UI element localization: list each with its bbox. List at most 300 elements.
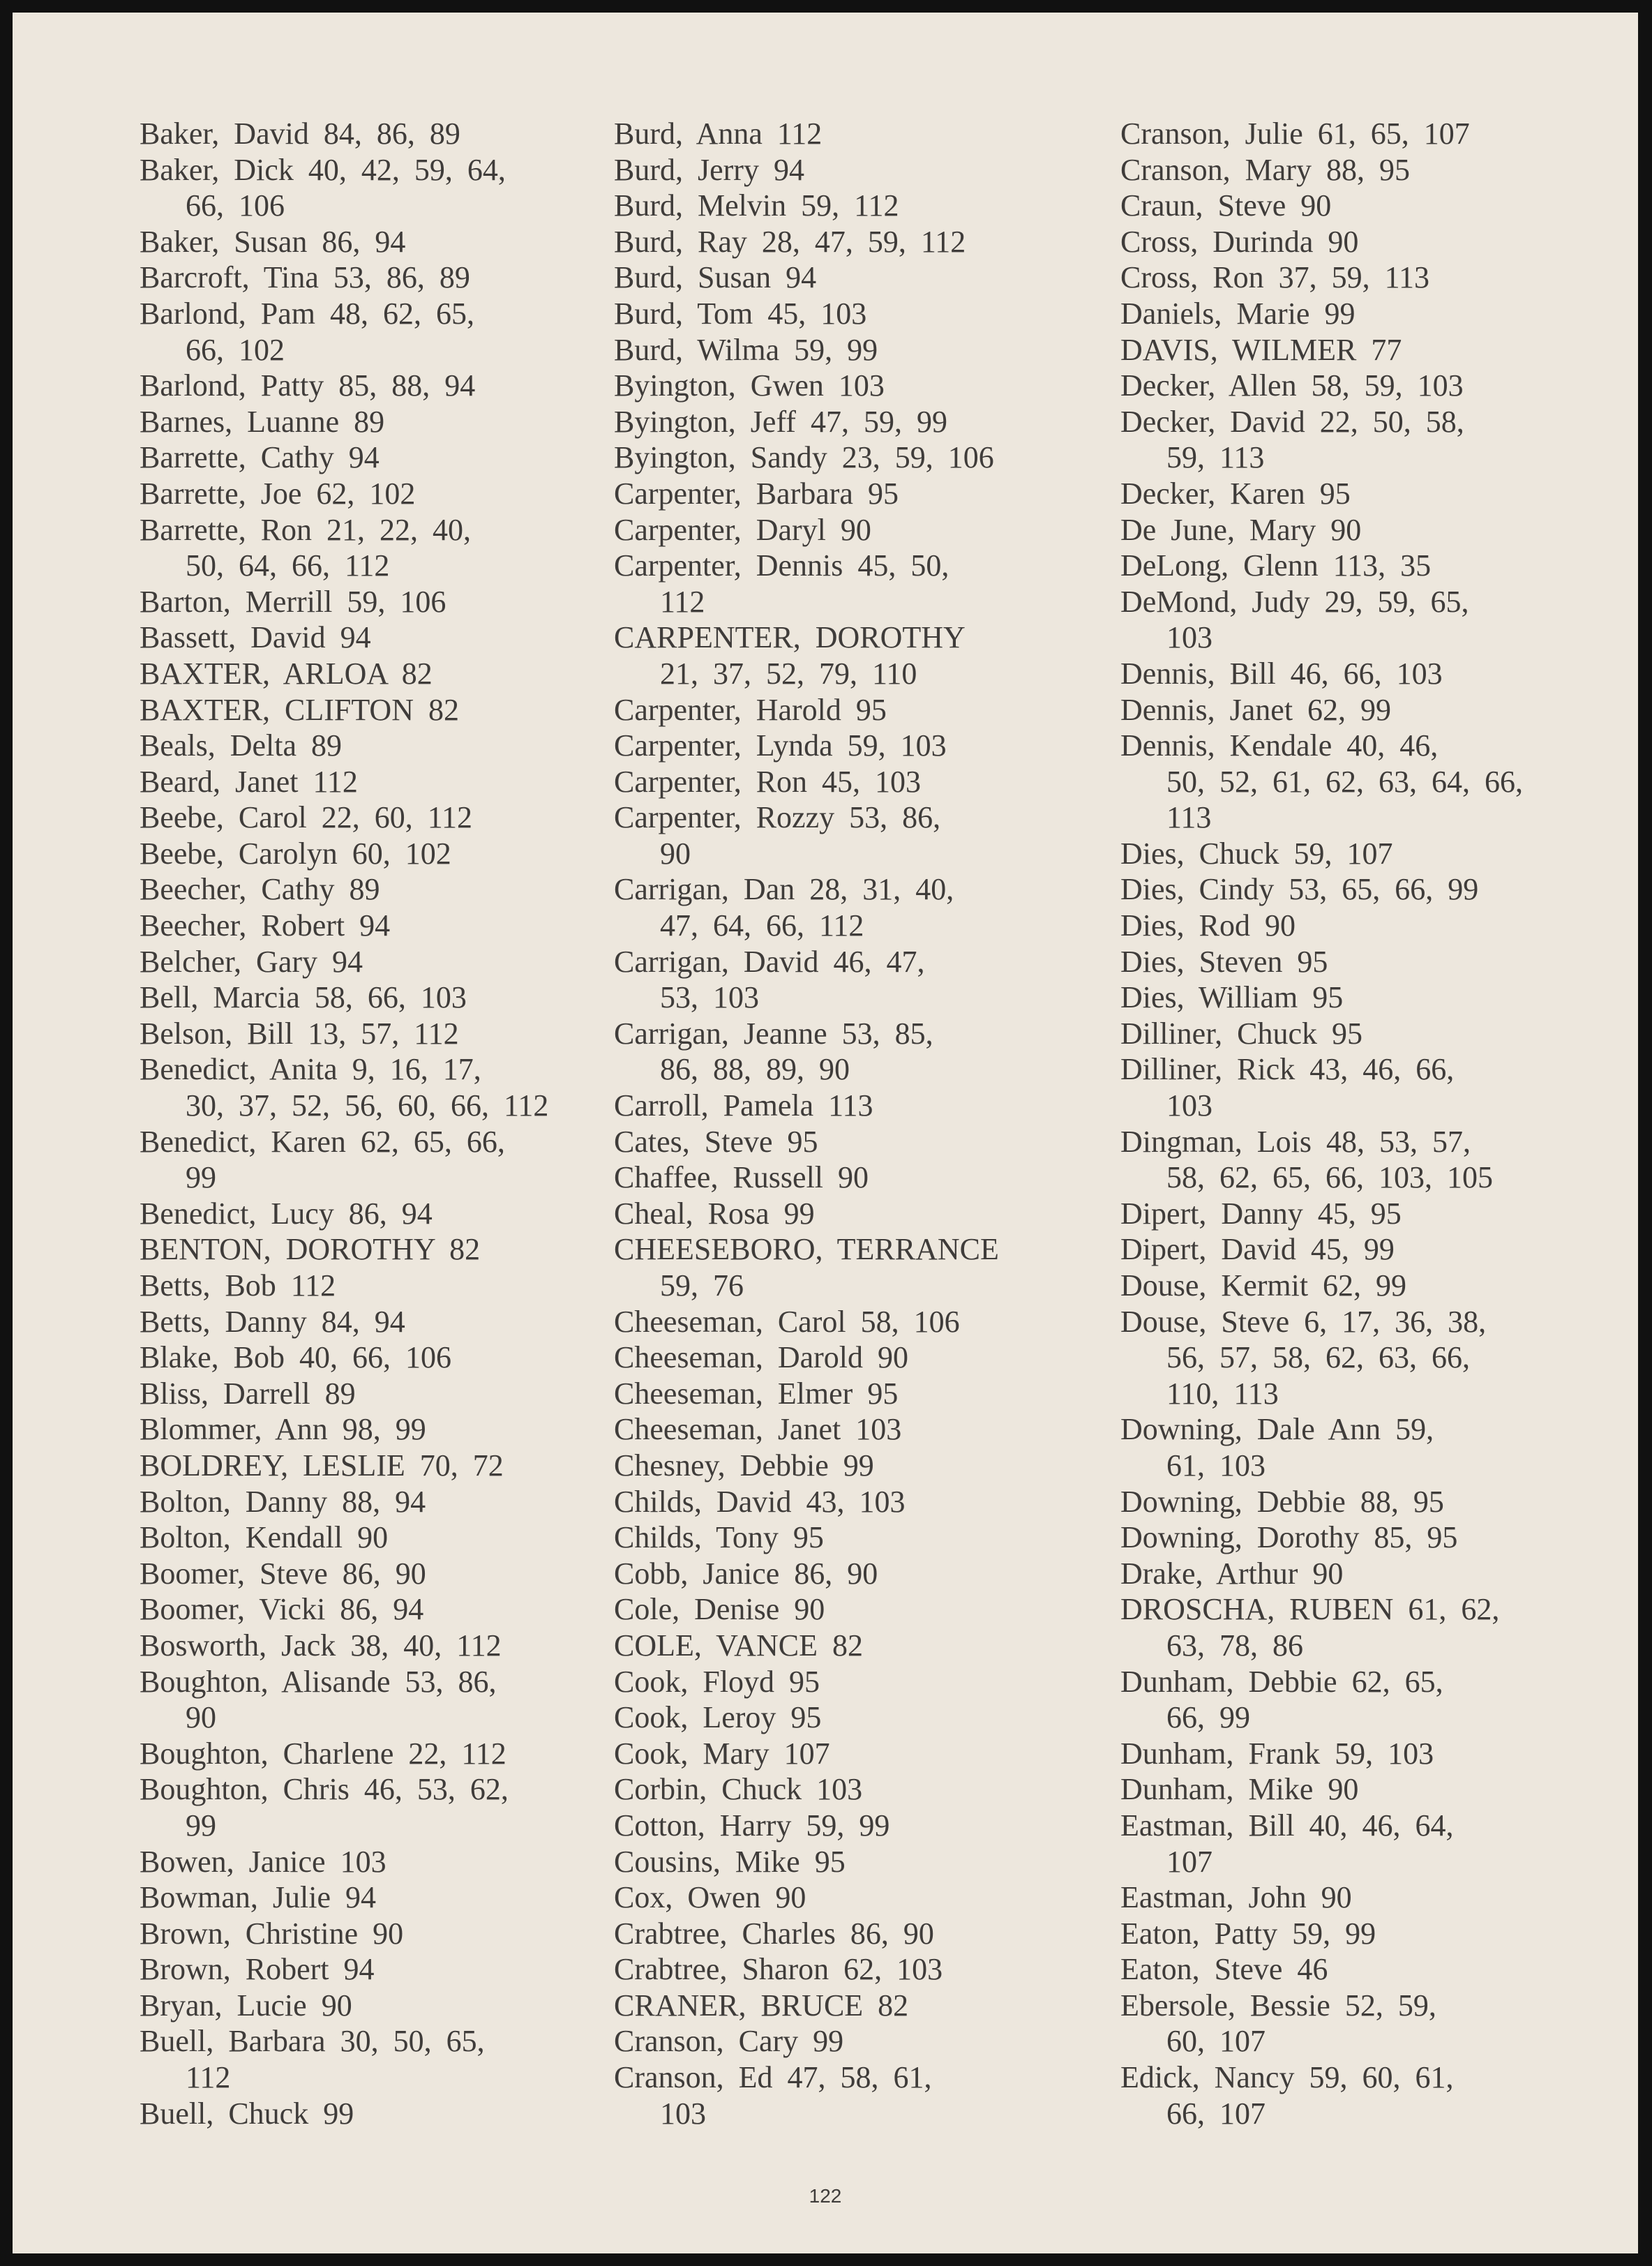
index-entry — [1120, 368, 1609, 404]
index-entry — [614, 764, 1116, 800]
index-entry-text: Bell, Marcia 58, 66, 103 — [140, 980, 467, 1015]
index-entry — [614, 1556, 1116, 1592]
index-entry-text: Burd, Jerry 94 — [614, 152, 804, 187]
index-entry — [140, 1016, 614, 1052]
index-entry — [614, 1376, 1116, 1412]
index-entry — [614, 332, 1116, 368]
index-entry — [1120, 728, 1609, 836]
index-entry-text: COLE, VANCE 82 — [614, 1628, 863, 1663]
index-entry-text: Decker, Karen 95 — [1120, 476, 1351, 511]
index-entry-text: Cobb, Janice 86, 90 — [614, 1556, 878, 1591]
index-entry — [1120, 1304, 1609, 1412]
index-entry-text: Barlond, Patty 85, 88, 94 — [140, 368, 476, 403]
index-entry — [614, 1304, 1116, 1340]
index-entry-text: Bassett, David 94 — [140, 620, 371, 655]
index-entry — [140, 224, 614, 260]
index-entry-text: Childs, David 43, 103 — [614, 1484, 906, 1519]
index-entry-text: Byington, Sandy 23, 59, 106 — [614, 440, 994, 475]
index-entry-text: Dipert, David 45, 99 — [1120, 1232, 1395, 1267]
index-entry-text: Craun, Steve 90 — [1120, 188, 1332, 223]
index-entry — [140, 1411, 614, 1448]
index-entry-text: Burd, Susan 94 — [614, 260, 817, 295]
index-page — [13, 13, 1638, 2253]
index-entry-continuation: 112 — [660, 584, 705, 619]
index-entry-text: Cheeseman, Janet 103 — [614, 1412, 902, 1447]
index-entry-text: Eastman, Bill 40, 46, 64, — [1120, 1808, 1454, 1843]
index-entry — [614, 1844, 1116, 1880]
index-entry — [1120, 656, 1609, 692]
index-entry-text: Carrigan, Dan 28, 31, 40, — [614, 872, 954, 907]
index-entry — [1120, 1988, 1609, 2059]
index-entry-text: Cranson, Mary 88, 95 — [1120, 152, 1410, 187]
index-entry-text: Dingman, Lois 48, 53, 57, — [1120, 1124, 1471, 1159]
index-entry-text: Carpenter, Lynda 59, 103 — [614, 728, 947, 763]
index-entry-text: Cheeseman, Darold 90 — [614, 1340, 908, 1375]
index-entry-text: Cates, Steve 95 — [614, 1124, 818, 1159]
index-entry — [614, 1088, 1116, 1124]
index-entry-text: Cox, Owen 90 — [614, 1880, 806, 1915]
index-entry — [1120, 476, 1609, 512]
index-entry — [1120, 1231, 1609, 1268]
index-entry-text: Bowman, Julie 94 — [140, 1880, 376, 1915]
index-entry — [140, 1340, 614, 1376]
index-entry — [140, 728, 614, 764]
index-entry — [1120, 1484, 1609, 1520]
index-entry-continuation: 21, 37, 52, 79, 110 — [660, 656, 917, 691]
index-entry-text: Bryan, Lucie 90 — [140, 1988, 352, 2023]
index-entry — [140, 1268, 614, 1304]
index-entry — [614, 1879, 1116, 1916]
index-entry — [614, 1016, 1116, 1088]
index-entry — [140, 836, 614, 872]
index-entry — [140, 800, 614, 836]
index-entry-text: Drake, Arthur 90 — [1120, 1556, 1344, 1591]
index-entry-text: Downing, Dale Ann 59, — [1120, 1412, 1434, 1447]
index-entry-continuation: 99 — [186, 1160, 216, 1195]
index-entry — [1120, 692, 1609, 728]
index-entry — [1120, 296, 1609, 332]
index-entry — [1120, 1124, 1609, 1196]
index-entry-text: Eaton, Patty 59, 99 — [1120, 1916, 1376, 1951]
index-entry-text: Buell, Chuck 99 — [140, 2096, 354, 2131]
index-entry-text: Bliss, Darrell 89 — [140, 1376, 356, 1411]
index-entry-text: Crabtree, Sharon 62, 103 — [614, 1952, 943, 1987]
index-entry-text: Cross, Ron 37, 59, 113 — [1120, 260, 1429, 295]
index-entry-text: Carrigan, David 46, 47, — [614, 944, 925, 979]
index-entry — [140, 1304, 614, 1340]
index-entry — [614, 1808, 1116, 1844]
index-entry-text: Baker, Susan 86, 94 — [140, 224, 406, 259]
index-entry — [614, 1448, 1116, 1484]
index-entry — [140, 980, 614, 1016]
index-entry-text: Belcher, Gary 94 — [140, 944, 363, 979]
index-entry — [614, 1160, 1116, 1196]
index-entry — [140, 944, 614, 980]
index-entry — [1120, 1808, 1609, 1879]
index-entry-text: Barrette, Cathy 94 — [140, 440, 380, 475]
index-entry — [140, 2096, 614, 2132]
index-entry-text: Decker, David 22, 50, 58, — [1120, 404, 1464, 439]
index-entry-text: CRANER, BRUCE 82 — [614, 1988, 909, 2023]
index-entry-text: Chaffee, Russell 90 — [614, 1160, 869, 1195]
index-entry-continuation: 59, 76 — [660, 1268, 744, 1303]
index-entry-continuation: 90 — [186, 1700, 216, 1735]
index-entry-text: Burd, Ray 28, 47, 59, 112 — [614, 224, 966, 259]
index-entry-continuation: 50, 52, 61, 62, 63, 64, 66, — [1166, 764, 1523, 799]
index-entry-text: Dunham, Frank 59, 103 — [1120, 1736, 1434, 1771]
index-entry — [1120, 1916, 1609, 1952]
index-entry-continuation: 59, 113 — [1166, 440, 1265, 475]
index-entry-text: Bolton, Danny 88, 94 — [140, 1484, 426, 1519]
index-entry-continuation: 61, 103 — [1166, 1448, 1266, 1483]
index-entry-text: CHEESEBORO, TERRANCE — [614, 1232, 999, 1267]
index-entry-text: Beecher, Robert 94 — [140, 908, 391, 943]
index-entry-text: Boughton, Charlene 22, 112 — [140, 1736, 506, 1771]
index-entry-continuation: 66, 99 — [1166, 1700, 1250, 1735]
index-entry — [140, 764, 614, 800]
index-entry-text: Chesney, Debbie 99 — [614, 1448, 874, 1483]
index-entry-text: Eastman, John 90 — [1120, 1880, 1352, 1915]
index-entry-continuation: 50, 64, 66, 112 — [186, 548, 390, 583]
index-entry — [140, 1124, 614, 1196]
index-entry-text: Bosworth, Jack 38, 40, 112 — [140, 1628, 502, 1663]
index-entry — [1120, 188, 1609, 224]
index-entry — [1120, 1196, 1609, 1232]
index-entry — [614, 1411, 1116, 1448]
index-entry — [1120, 836, 1609, 872]
index-entry-text: Carpenter, Barbara 95 — [614, 476, 899, 511]
index-entry-text: Dies, William 95 — [1120, 980, 1344, 1015]
index-entry — [140, 152, 614, 224]
index-entry — [614, 368, 1116, 404]
index-entry — [140, 692, 614, 728]
index-entry — [614, 1591, 1116, 1628]
index-entry-continuation: 113 — [1166, 800, 1212, 835]
index-entry — [614, 1124, 1116, 1160]
index-entry-text: Boomer, Steve 86, 90 — [140, 1556, 426, 1591]
index-entry-text: Dipert, Danny 45, 95 — [1120, 1196, 1402, 1231]
index-entry — [614, 1196, 1116, 1232]
index-entry-text: Corbin, Chuck 103 — [614, 1772, 863, 1807]
index-entry — [1120, 980, 1609, 1016]
index-entry — [1120, 944, 1609, 980]
index-entry-text: Dilliner, Rick 43, 46, 66, — [1120, 1052, 1455, 1087]
index-entry — [140, 1628, 614, 1664]
index-entry-text: Carpenter, Ron 45, 103 — [614, 764, 922, 799]
index-entry-text: Burd, Melvin 59, 112 — [614, 188, 899, 223]
index-entry — [140, 260, 614, 296]
index-entry — [140, 1051, 614, 1123]
index-entry-continuation: 53, 103 — [660, 980, 759, 1015]
index-entry — [614, 548, 1116, 620]
index-entry — [614, 476, 1116, 512]
index-entry-text: Ebersole, Bessie 52, 59, — [1120, 1988, 1436, 2023]
index-entry-continuation: 110, 113 — [1166, 1376, 1279, 1411]
index-entry — [140, 1844, 614, 1880]
index-entry-text: Barrette, Joe 62, 102 — [140, 476, 416, 511]
index-entry-text: DROSCHA, RUBEN 61, 62, — [1120, 1592, 1500, 1627]
index-entry-continuation: 103 — [660, 2096, 706, 2131]
index-entry-text: Brown, Christine 90 — [140, 1916, 404, 1951]
index-entry-text: Buell, Barbara 30, 50, 65, — [140, 2024, 485, 2059]
index-entry-continuation: 66, 102 — [186, 332, 285, 367]
index-entry-text: Byington, Jeff 47, 59, 99 — [614, 404, 947, 439]
index-column-2 — [614, 116, 1116, 2131]
index-entry-text: Crabtree, Charles 86, 90 — [614, 1916, 934, 1951]
index-entry — [140, 1879, 614, 1916]
index-entry — [140, 296, 614, 368]
index-entry-text: Burd, Anna 112 — [614, 117, 823, 151]
index-entry — [1120, 116, 1609, 152]
index-entry — [1120, 1879, 1609, 1916]
index-entry — [1120, 908, 1609, 944]
index-entry-text: Barrette, Ron 21, 22, 40, — [140, 512, 472, 547]
index-entry — [140, 871, 614, 908]
index-entry-continuation: 47, 64, 66, 112 — [660, 908, 864, 943]
index-entry-text: Boughton, Alisande 53, 86, — [140, 1664, 497, 1699]
index-entry — [614, 260, 1116, 296]
index-entry — [140, 2023, 614, 2095]
index-entry-text: Carpenter, Dennis 45, 50, — [614, 548, 949, 583]
index-entry — [1120, 871, 1609, 908]
index-entry-text: Betts, Danny 84, 94 — [140, 1304, 405, 1339]
index-entry-text: Cousins, Mike 95 — [614, 1844, 846, 1879]
index-entry-text: Barnes, Luanne 89 — [140, 404, 385, 439]
index-entry-text: Dennis, Bill 46, 66, 103 — [1120, 656, 1443, 691]
index-entry-text: Boughton, Chris 46, 53, 62, — [140, 1772, 509, 1807]
index-entry — [614, 1700, 1116, 1736]
index-entry-continuation: 66, 107 — [1166, 2096, 1266, 2131]
index-entry-continuation: 99 — [186, 1808, 216, 1843]
index-entry-text: Betts, Bob 112 — [140, 1268, 336, 1303]
index-entry — [140, 116, 614, 152]
index-entry — [140, 656, 614, 692]
index-entry-text: Cole, Denise 90 — [614, 1592, 825, 1627]
index-entry-text: Baker, Dick 40, 42, 59, 64, — [140, 152, 506, 187]
index-entry-text: Baker, David 84, 86, 89 — [140, 117, 460, 151]
index-entry — [1120, 1520, 1609, 1556]
index-entry-text: Carpenter, Rozzy 53, 86, — [614, 800, 941, 835]
index-entry — [1120, 1556, 1609, 1592]
index-entry-text: Cranson, Julie 61, 65, 107 — [1120, 117, 1470, 151]
index-column-1 — [140, 116, 614, 2131]
index-entry — [614, 728, 1116, 764]
index-entry — [1120, 1664, 1609, 1736]
index-entry — [1120, 1951, 1609, 1988]
index-entry — [614, 620, 1116, 691]
index-entry-continuation: 56, 57, 58, 62, 63, 66, — [1166, 1340, 1470, 1375]
index-entry-text: Cook, Leroy 95 — [614, 1700, 822, 1735]
index-entry-continuation: 103 — [1166, 1088, 1212, 1123]
index-entry-text: Cheal, Rosa 99 — [614, 1196, 815, 1231]
index-entry — [140, 1771, 614, 1843]
index-entry — [140, 620, 614, 656]
index-entry — [614, 692, 1116, 728]
index-entry — [614, 1951, 1116, 1988]
index-entry-continuation: 107 — [1166, 1844, 1212, 1879]
index-entry-text: BAXTER, CLIFTON 82 — [140, 692, 459, 727]
index-entry-text: Beard, Janet 112 — [140, 764, 358, 799]
index-entry-continuation: 58, 62, 65, 66, 103, 105 — [1166, 1160, 1493, 1195]
index-entry — [140, 440, 614, 476]
index-entry — [614, 871, 1116, 943]
index-entry-text: Belson, Bill 13, 57, 112 — [140, 1016, 459, 1051]
index-entry — [614, 224, 1116, 260]
index-entry-continuation: 86, 88, 89, 90 — [660, 1052, 850, 1087]
index-entry — [140, 1484, 614, 1520]
index-entry — [1120, 152, 1609, 188]
index-entry-text: Cranson, Ed 47, 58, 61, — [614, 2060, 932, 2095]
index-entry — [140, 476, 614, 512]
index-entry — [140, 1520, 614, 1556]
index-entry-text: Dies, Steven 95 — [1120, 944, 1328, 979]
index-entry — [1120, 1268, 1609, 1304]
index-entry-continuation: 63, 78, 86 — [1166, 1628, 1303, 1663]
index-entry-text: Dennis, Janet 62, 99 — [1120, 692, 1392, 727]
index-entry — [140, 1448, 614, 1484]
index-entry-continuation: 66, 106 — [186, 188, 285, 223]
index-entry — [140, 908, 614, 944]
index-entry — [1120, 512, 1609, 548]
index-entry — [1120, 1736, 1609, 1772]
index-entry — [140, 1736, 614, 1772]
page-number: 122 — [809, 2185, 842, 2207]
index-entry — [614, 440, 1116, 476]
index-entry — [1120, 260, 1609, 296]
index-entry — [140, 584, 614, 620]
index-entry-text: Carrigan, Jeanne 53, 85, — [614, 1016, 933, 1051]
index-entry — [140, 512, 614, 584]
index-entry — [614, 152, 1116, 188]
index-entry-text: Cook, Floyd 95 — [614, 1664, 820, 1699]
index-entry-text: Barton, Merrill 59, 106 — [140, 584, 446, 619]
index-entry — [1120, 1771, 1609, 1808]
index-entry-text: Burd, Tom 45, 103 — [614, 296, 867, 331]
index-entry-text: Barlond, Pam 48, 62, 65, — [140, 296, 474, 331]
index-entry-text: BAXTER, ARLOA 82 — [140, 656, 433, 691]
index-entry-text: Barcroft, Tina 53, 86, 89 — [140, 260, 470, 295]
index-entry — [140, 1988, 614, 2024]
index-entry-text: Burd, Wilma 59, 99 — [614, 332, 878, 367]
index-entry-text: Beebe, Carol 22, 60, 112 — [140, 800, 473, 835]
index-entry-text: Dennis, Kendale 40, 46, — [1120, 728, 1439, 763]
index-entry — [614, 188, 1116, 224]
index-entry — [614, 116, 1116, 152]
index-entry-continuation: 30, 37, 52, 56, 60, 66, 112 — [186, 1088, 549, 1123]
index-column-3 — [1120, 116, 1609, 2131]
index-entry-text: Cook, Mary 107 — [614, 1736, 830, 1771]
index-entry — [1120, 224, 1609, 260]
index-entry — [614, 1231, 1116, 1303]
index-entry — [614, 1916, 1116, 1952]
index-entry — [614, 512, 1116, 548]
index-entry-text: Eaton, Steve 46 — [1120, 1952, 1328, 1987]
index-entry — [614, 1664, 1116, 1700]
index-entry-text: Dunham, Debbie 62, 65, — [1120, 1664, 1443, 1699]
index-entry-text: CARPENTER, DOROTHY — [614, 620, 966, 655]
index-entry — [614, 2059, 1116, 2131]
index-entry-text: Douse, Kermit 62, 99 — [1120, 1268, 1407, 1303]
index-entry-continuation: 90 — [660, 836, 691, 871]
index-entry-continuation: 60, 107 — [1166, 2024, 1266, 2059]
index-entry-text: Carpenter, Harold 95 — [614, 692, 887, 727]
index-entry — [140, 1951, 614, 1988]
index-entry — [614, 1771, 1116, 1808]
index-entry-text: Cheeseman, Carol 58, 106 — [614, 1304, 960, 1339]
index-entry-text: Dies, Cindy 53, 65, 66, 99 — [1120, 872, 1479, 907]
index-entry — [140, 1664, 614, 1736]
index-entry-text: Dilliner, Chuck 95 — [1120, 1016, 1362, 1051]
index-entry-text: BENTON, DOROTHY 82 — [140, 1232, 481, 1267]
index-entry-text: BOLDREY, LESLIE 70, 72 — [140, 1448, 504, 1483]
index-entry-text: Downing, Dorothy 85, 95 — [1120, 1520, 1458, 1555]
index-entry-text: Brown, Robert 94 — [140, 1952, 375, 1987]
index-entry-text: Boomer, Vicki 86, 94 — [140, 1592, 424, 1627]
index-entry-continuation: 103 — [1166, 620, 1212, 655]
index-entry-text: DeMond, Judy 29, 59, 65, — [1120, 584, 1469, 619]
index-entry-text: Cotton, Harry 59, 99 — [614, 1808, 890, 1843]
index-entry — [614, 2023, 1116, 2059]
index-entry — [1120, 2059, 1609, 2131]
index-entry — [614, 296, 1116, 332]
index-entry-text: Beebe, Carolyn 60, 102 — [140, 836, 451, 871]
index-entry-text: Edick, Nancy 59, 60, 61, — [1120, 2060, 1454, 2095]
index-entry-text: Beals, Delta 89 — [140, 728, 343, 763]
index-entry-text: Bolton, Kendall 90 — [140, 1520, 389, 1555]
index-entry-text: Cheeseman, Elmer 95 — [614, 1376, 899, 1411]
index-entry — [614, 1988, 1116, 2024]
index-entry — [140, 1591, 614, 1628]
index-entry — [1120, 1411, 1609, 1483]
index-entry — [614, 1340, 1116, 1376]
index-entry-text: Dunham, Mike 90 — [1120, 1772, 1359, 1807]
index-entry-text: DAVIS, WILMER 77 — [1120, 332, 1402, 367]
index-entry — [140, 1556, 614, 1592]
index-entry-text: Blake, Bob 40, 66, 106 — [140, 1340, 451, 1375]
index-entry-text: Blommer, Ann 98, 99 — [140, 1412, 426, 1447]
index-entry-text: Benedict, Lucy 86, 94 — [140, 1196, 433, 1231]
index-entry-text: De June, Mary 90 — [1120, 512, 1362, 547]
index-entry — [1120, 548, 1609, 584]
index-entry — [614, 1736, 1116, 1772]
index-entry-text: Decker, Allen 58, 59, 103 — [1120, 368, 1464, 403]
index-entry — [1120, 1016, 1609, 1052]
index-entry — [1120, 1051, 1609, 1123]
index-entry — [1120, 404, 1609, 476]
index-entry-text: Cranson, Cary 99 — [614, 2024, 844, 2059]
index-entry — [614, 800, 1116, 871]
index-entry-text: Downing, Debbie 88, 95 — [1120, 1484, 1444, 1519]
index-entry — [140, 1376, 614, 1412]
index-entry-text: Cross, Durinda 90 — [1120, 224, 1359, 259]
index-entry-text: Carroll, Pamela 113 — [614, 1088, 873, 1123]
index-entry-text: Daniels, Marie 99 — [1120, 296, 1356, 331]
index-entry-text: Dies, Chuck 59, 107 — [1120, 836, 1393, 871]
index-entry-text: Beecher, Cathy 89 — [140, 872, 380, 907]
index-entry — [1120, 584, 1609, 656]
index-entry — [614, 1484, 1116, 1520]
index-entry-continuation: 112 — [186, 2060, 231, 2095]
index-entry-text: DeLong, Glenn 113, 35 — [1120, 548, 1432, 583]
index-entry-text: Benedict, Karen 62, 65, 66, — [140, 1124, 505, 1159]
index-entry — [140, 368, 614, 404]
index-entry — [614, 404, 1116, 440]
index-entry-text: Childs, Tony 95 — [614, 1520, 824, 1555]
index-entry-text: Carpenter, Daryl 90 — [614, 512, 871, 547]
index-entry — [1120, 332, 1609, 368]
index-entry-text: Byington, Gwen 103 — [614, 368, 885, 403]
index-entry-text: Bowen, Janice 103 — [140, 1844, 386, 1879]
